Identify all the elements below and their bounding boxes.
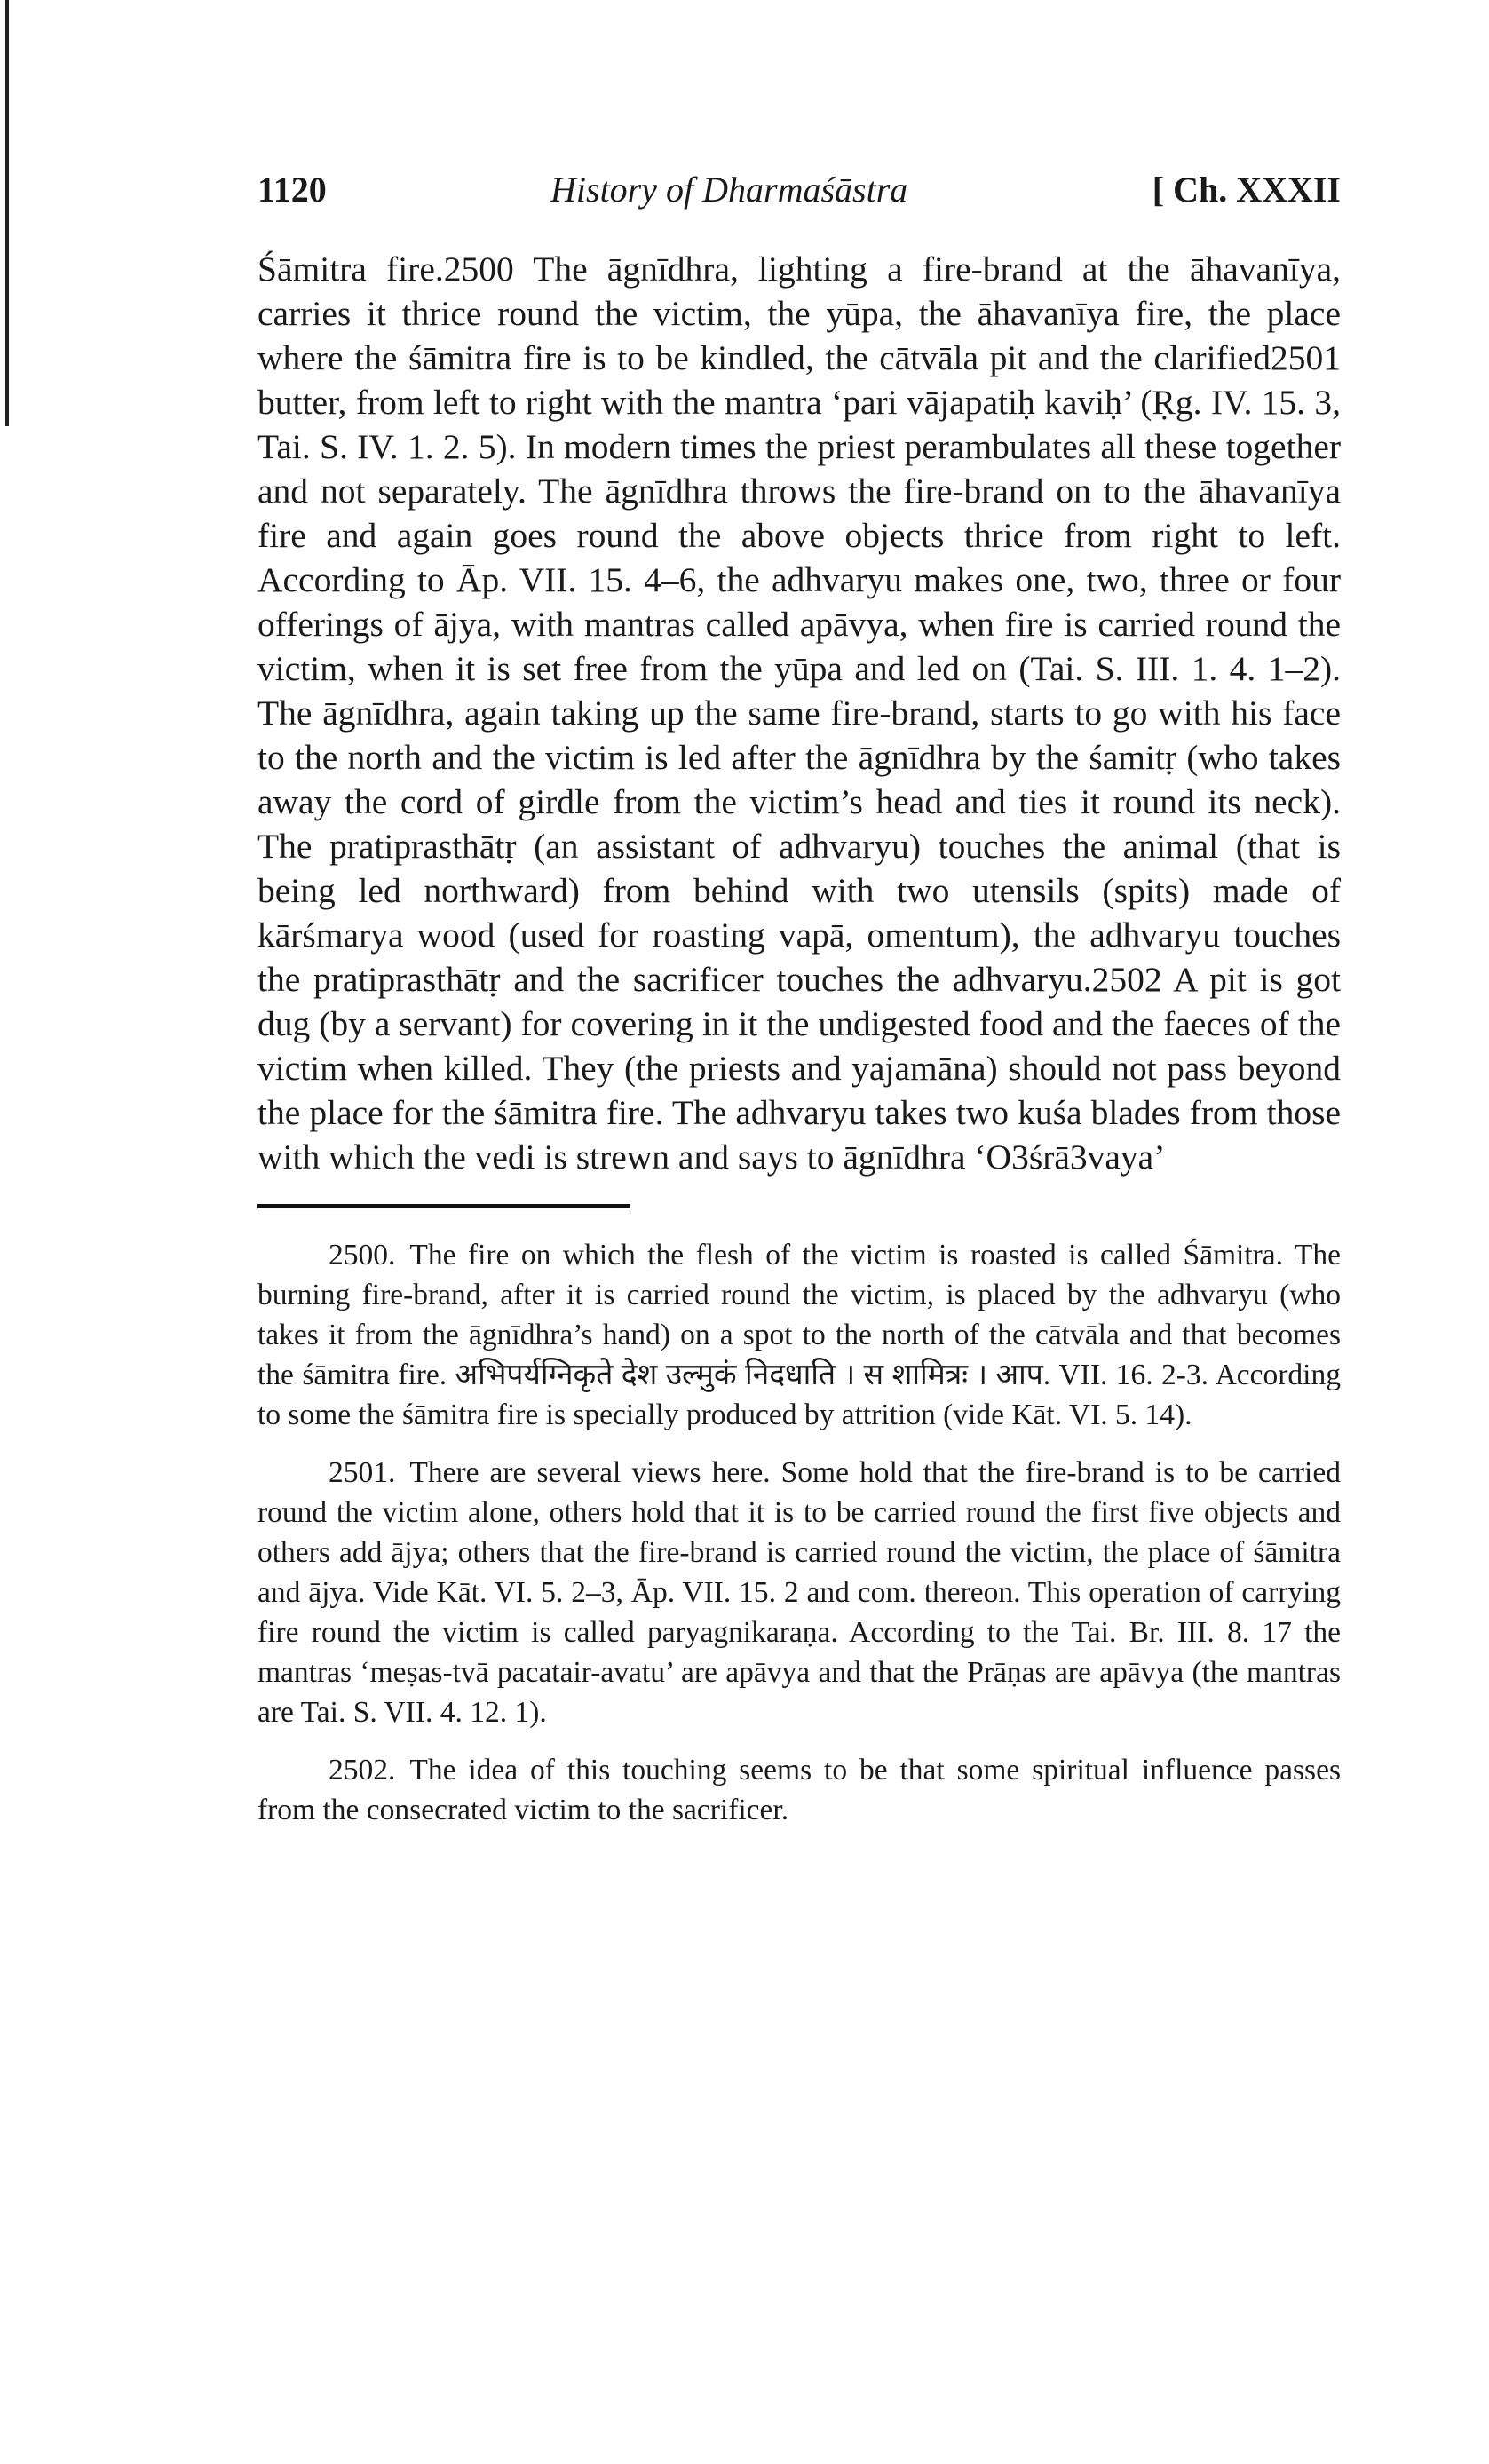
footnote-number: 2501. xyxy=(329,1456,396,1489)
footnote-2501 xyxy=(257,1453,1341,1732)
footnote-separator xyxy=(257,1204,630,1208)
footnote-number: 2502. xyxy=(329,1754,396,1787)
footnote-number: 2500. xyxy=(329,1239,396,1272)
book-title: History of Dharmaśāstra xyxy=(550,170,908,210)
footnote-text: There are several views here. Some hold that the fire-brand is to be carried round the victim alone, others hold that it is to be carried round the first five objects and others add ājya; others that the fire-brand is carried round the victim, the place of śāmitra and ājya. Vide Kāt. VI. 5. 2–3, Āp. VII. 15. 2 and com. thereon. This operation of carrying fire round the victim is called paryagnikaraṇa. According to the Tai. Br. III. 8. 17 the mantras ‘meṣas-tvā pacatair-avatu’ are apāvya and that the Prāṇas are apāvya (the mantras are Tai. S. VII. 4. 12. 1). xyxy=(257,1456,1341,1729)
running-head xyxy=(257,169,1341,231)
book-page xyxy=(257,169,1341,1848)
footnote-2502 xyxy=(257,1750,1341,1830)
footnote-text: The idea of this touching seems to be that some spiritual influence passes from the consecrated victim to the sacrificer. xyxy=(257,1754,1341,1826)
footnote-2500 xyxy=(257,1235,1341,1435)
main-text xyxy=(257,247,1341,1179)
footnotes xyxy=(257,1235,1341,1830)
body-paragraph: Śāmitra fire.2500 The āgnīdhra, lighting a fire-brand at the āhavanīya, carries it thrice round the victim, the yūpa, the āhavanīya fire, the place where the śāmitra fire is to be kindled, the cātvāla pit and the clarified2501 butter, from left to right with the mantra ‘pari vājapatiḥ kaviḥ’ (Ṛg. IV. 15. 3, Tai. S. IV. 1. 2. 5). In modern times the priest perambulates all these together and not separately. The āgnīdhra throws the fire-brand on to the āhavanīya fire and again goes round the above objects thrice from right to left. According to Āp. VII. 15. 4–6, the adhvaryu makes one, two, three or four offerings of ājya, with mantras called apāvya, when fire is carried round the victim, when it is set free from the yūpa and led on (Tai. S. III. 1. 4. 1–2). The āgnīdhra, again taking up the same fire-brand, starts to go with his face to the north and the victim is led after the āgnīdhra by the śamitṛ (who takes away the cord of girdle from the victim’s head and ties it round its neck). The pratiprasthātṛ (an assistant of adhvaryu) touches the animal (that is being led northward) from behind with two utensils (spits) made of kārśmarya wood (used for roasting vapā, omentum), the adhvaryu touches the pratiprasthātṛ and the sacrificer touches the adhvaryu.2502 A pit is got dug (by a servant) for covering in it the undigested food and the faeces of the victim when killed. They (the priests and yajamāna) should not pass beyond the place for the śāmitra fire. The adhvaryu takes two kuśa blades from those with which the vedi is strewn and says to āgnīdhra ‘O3śrā3vaya’ xyxy=(257,250,1341,1177)
scan-edge-line xyxy=(5,0,9,426)
page-number: 1120 xyxy=(257,170,327,210)
footnote-text: The fire on which the flesh of the victim is roasted is called Śāmitra. The burning fire-brand, after it is carried round the victim, is placed by the adhvaryu (who takes it from the āgnīdhra’s hand) on a spot to the north of the cātvāla and that becomes the śāmitra fire. अभिपर्यग्निकृते देश उल्मुकं निदधाति । स शामित्रः । आप. VII. 16. 2-3. According to some the śāmitra fire is specially produced by attrition (vide Kāt. VI. 5. 14). xyxy=(257,1239,1341,1431)
chapter-label: [ Ch. XXXII xyxy=(1152,170,1341,210)
